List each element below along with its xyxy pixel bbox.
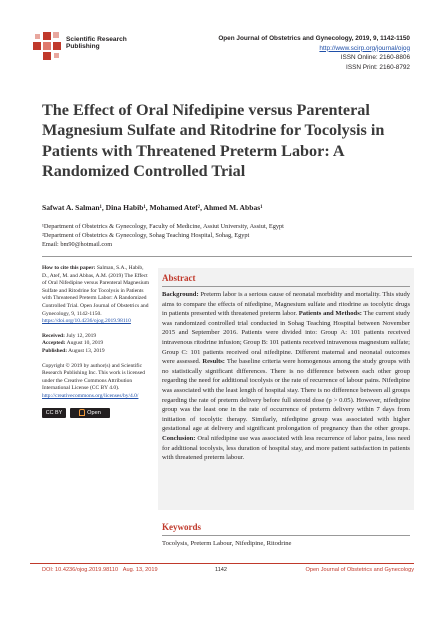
- footer-doi: [42, 567, 158, 573]
- journal-citation-line: Open Journal of Obstetrics and Gynecology, 2019, 9, 1142-1150: [218, 35, 410, 42]
- abstract-background-text: Preterm labor is a serious cause of neonatal morbidity and mortality. This study aims to compare the effects of nifedipine, Magnesium sulfate and ritodrine as tocolytic drugs in patients presented with threatened preterm labor.: [162, 291, 410, 318]
- abstract-rule: [162, 286, 410, 287]
- issn-print: ISSN Print: 2160-8792: [346, 63, 410, 71]
- copyright-block: [42, 363, 150, 401]
- footer-date: Aug. 13, 2019: [122, 567, 158, 573]
- abstract-results-text: The baseline criteria were homogenous among the study groups with no statistically significant differences. There is no difference between each other group regarding the need for additional tocolysis or the rate of recurrence of labour pains. Nifedipine was associated with the least length of hospital stay. There is no difference between all groups regarding the rate of preterm delivery before full steroid dose (p > 0.05). However, nifedipine group was the least one in the rate of occurrence of preterm delivery within 7 days from initiation of tocolytic therapy. Similarly, nifedipine group was associated with higher gestational age at delivery and significant prolongation of pregnancy than the other groups.: [162, 358, 410, 433]
- accepted-label: Accepted:: [42, 340, 66, 347]
- abstract-conclusion-label: Conclusion:: [162, 434, 196, 442]
- abstract-methods-label: Patients and Methods:: [298, 310, 362, 318]
- abstract-body: [162, 290, 410, 463]
- abstract-methods-text: The current study was randomized controlled trial conducted in Sohag Teaching Hospital between November 2015 and September 2016. Patients were divided into: Group A: 101 patients received intravenous ritodrine infusion; Group B: 101 patients received intravenous magnesium sulfate; Group C: 101 patients received oral nifedipine. Different maternal and neonatal outcomes were assessed.: [162, 310, 410, 366]
- abstract-results-label: Results:: [202, 358, 225, 366]
- keywords-rule: [162, 535, 410, 536]
- keywords-list: Tocolysis, Preterm Labour, Nifedipine, Ritodrine: [162, 540, 292, 547]
- footer-journal: Open Journal of Obstetrics and Gynecology: [305, 567, 414, 573]
- keywords-heading: Keywords: [162, 522, 201, 532]
- affiliation-1: ¹Department of Obstetrics & Gynecology, Faculty of Medicine, Assiut University, Assiut, Egypt: [42, 223, 284, 230]
- article-sidebar: [42, 265, 150, 426]
- open-access-label: Open Access: [80, 409, 101, 426]
- abstract-conclusion-text: Oral nifedipine use was associated with less recurrence of labor pains, less need for additional tocolysis, less duration of hospital stay, and more patient satisfaction in patients with threatened preterm labour.: [162, 434, 410, 462]
- article-title: The Effect of Oral Nifedipine versus Parenteral Magnesium Sulfate and Ritodrine for Tocolysis in Patients with Threatened Preterm Labor: A Randomized Controlled Trial: [42, 101, 385, 181]
- published-label: Published:: [42, 347, 68, 354]
- abstract-heading: Abstract: [162, 273, 196, 283]
- author-email: Email: bm90@hotmail.com: [42, 241, 113, 248]
- cite-text: Salman, S.A., Habib, D., Atef, M. and Abbas, A.M. (2019) The Effect of Oral Nifedipine versus Parenteral Magnesium Sulfate and Ritodrine for Tocolysis in Patients with Threatened Preterm Labor: A Randomized Controlled Trial. Open Journal of Obstetrics and Gynecology, 9, 1142-1150.: [42, 265, 150, 317]
- affiliations: [42, 222, 412, 249]
- accepted-date: August 10, 2019: [66, 340, 104, 347]
- citation-block: [42, 265, 150, 326]
- published-date: August 13, 2019: [68, 347, 105, 354]
- publisher-logo-icon: [33, 32, 61, 60]
- journal-info: [170, 34, 410, 72]
- dates-block: [42, 333, 150, 356]
- footer-rule: [30, 563, 414, 564]
- open-access-badge[interactable]: [70, 408, 110, 426]
- affiliation-2: ²Department of Obstetrics & Gynecology, Sohag Teaching Hospital, Sohag, Egypt: [42, 232, 250, 239]
- received-label: Received:: [42, 332, 65, 339]
- copyright-text: Copyright © 2019 by author(s) and Scientific Research Publishing Inc. This work is licensed under the Creative Commons Attribution International License (CC BY 4.0).: [42, 362, 146, 392]
- license-badges: [42, 408, 150, 426]
- open-lock-icon: [79, 409, 85, 416]
- issn-online: ISSN Online: 2160-8806: [340, 54, 410, 62]
- footer-doi-text[interactable]: DOI: 10.4236/ojog.2019.98110: [42, 567, 119, 573]
- abstract-background-label: Background:: [162, 291, 199, 298]
- cc-by-badge[interactable]: CC BY: [42, 408, 66, 418]
- author-list: Safwat A. Salman¹, Dina Habib¹, Mohamed Atef², Ahmed M. Abbas¹: [42, 203, 263, 212]
- journal-url-link[interactable]: http://www.scirp.org/journal/ojog: [319, 44, 410, 52]
- publisher-name: Scientific Research Publishing: [66, 36, 127, 51]
- title-divider: [42, 256, 412, 257]
- cite-label: How to cite this paper:: [42, 265, 96, 271]
- doi-link[interactable]: https://doi.org/10.4236/ojog.2019.98110: [42, 318, 131, 325]
- page-number: 1142: [215, 567, 228, 573]
- received-date: July 12, 2019: [66, 332, 97, 339]
- license-link[interactable]: http://creativecommons.org/licenses/by/4.0/: [42, 392, 139, 399]
